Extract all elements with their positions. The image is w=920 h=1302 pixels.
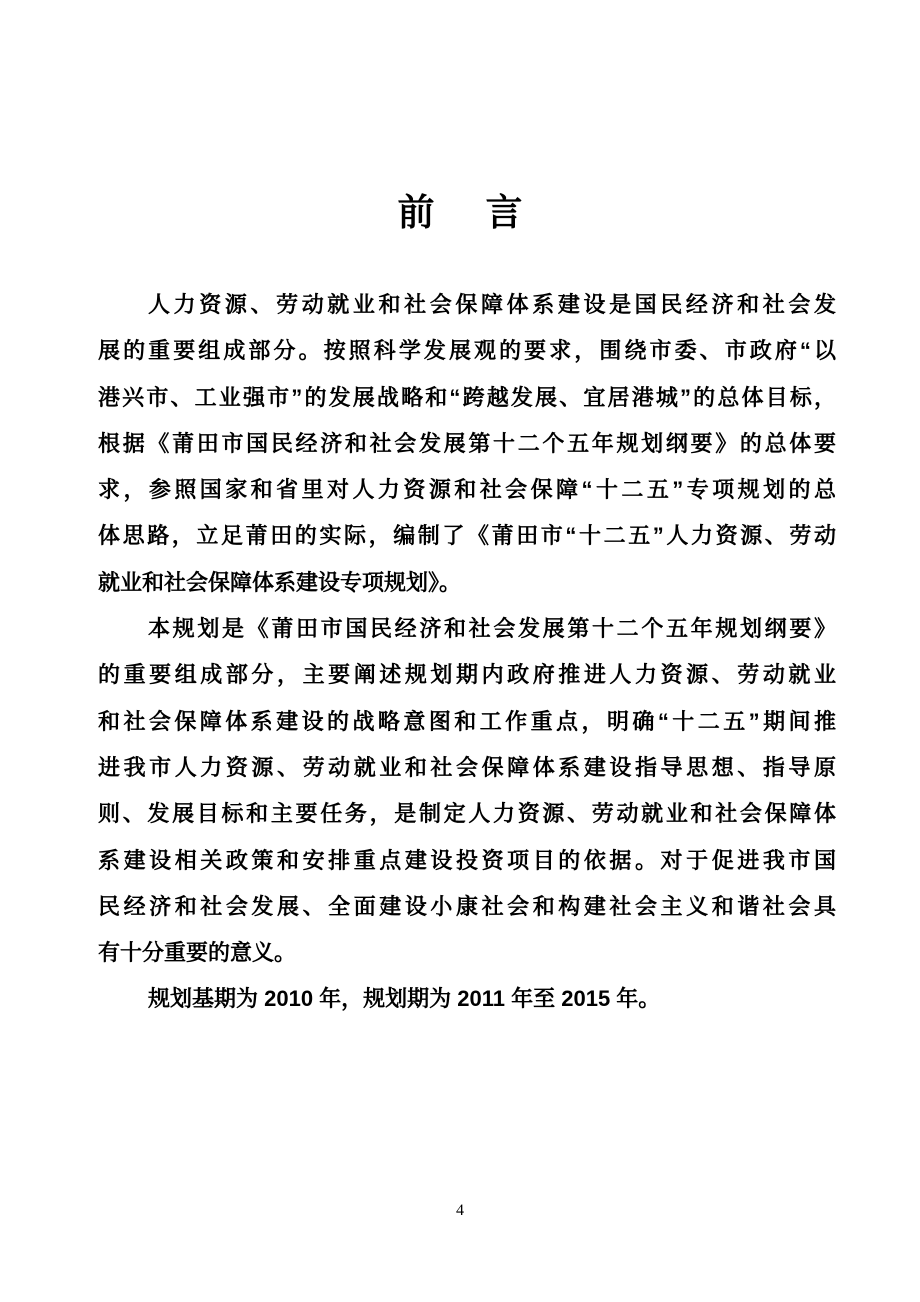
paragraph-intro [98, 282, 836, 606]
text-line: 人力资源、劳动就业和社会保障体系建设是国民经济和社会发 [148, 292, 836, 317]
paragraph-plan-description [98, 606, 836, 976]
text-line: 民经济和社会发展、全面建设小康社会和构建社会主义和谐社会具 [98, 893, 836, 919]
text-line: 系建设相关政策和安排重点建设投资项目的依据。对于促进我市国 [98, 847, 836, 873]
text-line: 规划基期为 2010 年，规划期为 2011 年至 2015 年。 [148, 986, 661, 1012]
text-line: 有十分重要的意义。 [98, 940, 297, 966]
text-line: 根据《莆田市国民经济和社会发展第十二个五年规划纲要》的总体要 [98, 430, 836, 456]
text-line: 港兴市、工业强市”的发展战略和“跨越发展、宜居港城”的总体目标， [98, 384, 836, 410]
text-line: 进我市人力资源、劳动就业和社会保障体系建设指导思想、指导原 [98, 754, 836, 780]
text-line: 的重要组成部分，主要阐述规划期内政府推进人力资源、劳动就业 [98, 662, 836, 688]
text-line: 体思路，立足莆田的实际，编制了《莆田市“十二五”人力资源、劳动 [98, 523, 836, 549]
paragraph-plan-period [98, 976, 836, 1022]
text-line: 求，参照国家和省里对人力资源和社会保障“十二五”专项规划的总 [98, 477, 836, 503]
text-line: 展的重要组成部分。按照科学发展观的要求，围绕市委、市政府“以 [98, 338, 836, 364]
document-body [98, 282, 836, 1023]
text-line: 和社会保障体系建设的战略意图和工作重点，明确“十二五”期间推 [98, 708, 836, 734]
page-title: 前 言 [397, 192, 530, 233]
page-number: 4 [456, 1202, 464, 1219]
text-line: 本规划是《莆田市国民经济和社会发展第十二个五年规划纲要》 [148, 616, 836, 642]
text-line: 则、发展目标和主要任务，是制定人力资源、劳动就业和社会保障体 [98, 801, 836, 827]
text-line: 就业和社会保障体系建设专项规划》。 [98, 569, 462, 595]
